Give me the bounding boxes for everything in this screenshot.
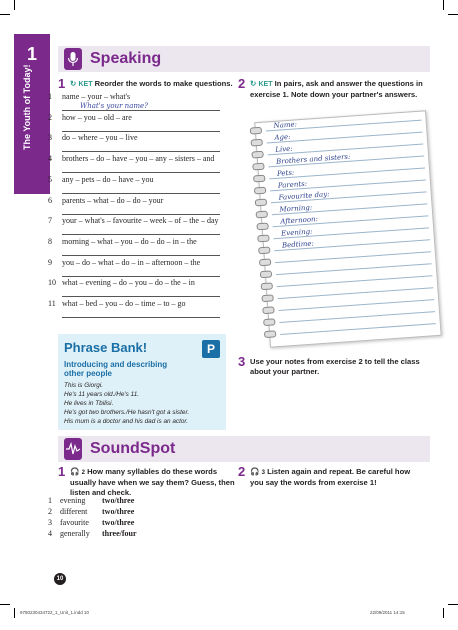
- notebook-label: Morning:: [279, 203, 313, 214]
- spiral-ring: [258, 246, 270, 254]
- phrase-bank-title: Phrase Bank!: [64, 340, 148, 355]
- syllable-word: favourite: [60, 518, 89, 527]
- notebook-label: Live:: [275, 144, 293, 154]
- refresh-icon: ↻: [250, 79, 257, 88]
- track-number: 2: [81, 470, 85, 476]
- question-item: [48, 216, 219, 225]
- syllable-item: [48, 507, 134, 516]
- spiral-ring: [262, 306, 274, 314]
- notebook-rule: [278, 299, 434, 311]
- answer-line[interactable]: [62, 255, 220, 256]
- question-number: 8: [48, 236, 52, 246]
- spiral-ring: [252, 163, 264, 171]
- spiral-ring: [256, 223, 268, 231]
- soundspot-header: [58, 436, 430, 462]
- notebook-rule: [280, 323, 436, 335]
- spiral-ring: [263, 318, 275, 326]
- phrase-line: He's got two brothers./He hasn't got a sister.: [64, 409, 190, 416]
- spiral-ring: [251, 151, 263, 159]
- notebook-rule: [275, 251, 431, 263]
- answer-line[interactable]: [62, 234, 220, 235]
- notebook-label: Favourite day:: [278, 190, 330, 202]
- syllable-number: 3: [48, 518, 52, 527]
- syllable-number: 2: [48, 507, 52, 516]
- ss-ex1-instruction: 🎧 2 How many syllables do these words usually have when we say them? Guess, then listen and check.: [70, 467, 235, 497]
- ex3-number: 3: [238, 354, 246, 369]
- syllable-options[interactable]: three/four: [102, 529, 137, 538]
- answer-line[interactable]: [62, 296, 220, 297]
- question-number: 4: [48, 154, 52, 164]
- notebook-label: Pets:: [276, 168, 295, 178]
- phrase-line: His mum is a doctor and his dad is an actor.: [64, 418, 189, 425]
- unit-title: The Youth of Today!: [22, 64, 32, 150]
- question-words: morning – what – you – do – do – in – the: [62, 236, 197, 246]
- question-words: do – where – you – live: [62, 133, 138, 143]
- ex2-number: 2: [238, 76, 246, 91]
- question-words: your – what's – favourite – week – of – the – day: [62, 216, 219, 226]
- question-item: [48, 92, 130, 101]
- headphones-icon: 🎧: [250, 467, 260, 476]
- notebook-label: Afternoon:: [280, 215, 319, 226]
- question-words: what – evening – do – you – do – the – in: [62, 278, 195, 288]
- question-number: 7: [48, 216, 52, 226]
- question-words: name – your – what's: [62, 92, 131, 101]
- ket-badge: KET: [78, 81, 93, 88]
- question-number: 3: [48, 133, 52, 143]
- phrase-line: He lives in Tbilisi.: [64, 400, 114, 407]
- notebook-label: Brothers and sisters:: [275, 152, 351, 166]
- syllable-options[interactable]: two/three: [102, 507, 135, 516]
- notebook-label: Bedtime:: [281, 239, 315, 250]
- answer-line[interactable]: [62, 317, 220, 318]
- spiral-ring: [253, 175, 265, 183]
- syllable-word: evening: [60, 496, 86, 505]
- phrase-bank-badge: P: [202, 340, 220, 358]
- answer-line[interactable]: [62, 151, 220, 152]
- notebook-rule: [276, 263, 432, 275]
- spiral-ring: [250, 127, 262, 135]
- question-words: brothers – do – have – you – any – sisters – and: [62, 154, 215, 164]
- phrase-bank-subtitle: Introducing and describing other people: [64, 360, 168, 378]
- question-number: 5: [48, 174, 52, 184]
- answer-line[interactable]: [62, 276, 220, 277]
- question-words: how – you – old – are: [62, 112, 132, 122]
- syllable-number: 4: [48, 529, 52, 538]
- question-item: [48, 133, 138, 142]
- page-number: 10: [54, 573, 66, 585]
- notebook-rule: [277, 275, 433, 287]
- question-item: [48, 113, 132, 122]
- spiral-ring: [260, 270, 272, 278]
- question-item: [48, 278, 195, 287]
- ex3-instruction: Use your notes from exercise 2 to tell the class about your partner.: [250, 357, 420, 376]
- notebook-rule: [279, 311, 435, 323]
- syllable-word: generally: [60, 529, 90, 538]
- syllable-item: [48, 529, 137, 538]
- syllable-options[interactable]: two/three: [102, 518, 135, 527]
- handwritten-answer: What's your name?: [80, 102, 148, 110]
- notebook: [254, 110, 441, 347]
- notebook-rule: [278, 287, 434, 299]
- microphone-icon: [64, 48, 82, 70]
- question-item: [48, 299, 186, 308]
- phrase-line: He's 11 years old./He's 11.: [64, 391, 140, 398]
- spiral-ring: [264, 330, 276, 338]
- question-number: 6: [48, 195, 52, 205]
- headphones-icon: 🎧: [70, 467, 80, 476]
- question-item: [48, 175, 154, 184]
- ex1-number: 1: [58, 76, 66, 91]
- notebook-label: Age:: [274, 132, 291, 142]
- answer-line[interactable]: [62, 131, 220, 132]
- ex2-instruction: ↻ KET In pairs, ask and answer the questions in exercise 1. Note down your partner's answers.: [250, 79, 423, 99]
- spiral-ring: [257, 235, 269, 243]
- ss-ex2-instruction: 🎧 3 Listen again and repeat. Be careful how you say the words from exercise 1!: [250, 467, 411, 487]
- syllable-number: 1: [48, 496, 52, 505]
- question-number: 10: [48, 278, 56, 288]
- spiral-ring: [256, 211, 268, 219]
- question-number: 11: [48, 299, 56, 308]
- speaking-header: [58, 46, 430, 72]
- spiral-ring: [251, 139, 263, 147]
- question-words: what – bed – you – do – time – to – go: [62, 299, 186, 308]
- answer-line[interactable]: [62, 110, 220, 111]
- unit-number: 1: [26, 44, 37, 64]
- spiral-ring: [254, 187, 266, 195]
- answer-line[interactable]: [62, 172, 220, 173]
- syllable-word: different: [60, 507, 88, 516]
- syllable-item: [48, 496, 134, 505]
- notebook-label: Evening:: [280, 227, 313, 238]
- spiral-ring: [261, 294, 273, 302]
- ss-ex2-number: 2: [238, 464, 246, 479]
- ss-ex1-number: 1: [58, 464, 66, 479]
- spiral-ring: [259, 258, 271, 266]
- question-number: 1: [48, 92, 52, 101]
- question-words: parents – what – do – do – your: [62, 195, 164, 205]
- phrase-bank-box: [58, 334, 226, 430]
- ex1-instruction: ↻ KET Reorder the words to make questions.: [70, 79, 233, 88]
- phrase-line: This is Giorgi.: [64, 382, 104, 389]
- question-number: 9: [48, 257, 52, 267]
- question-number: 2: [48, 112, 52, 122]
- syllable-item: [48, 518, 134, 527]
- question-item: [48, 154, 214, 163]
- slug-left: 9780230434722_1_Unit_1.indd 10: [20, 610, 90, 615]
- ket-badge: KET: [258, 81, 273, 88]
- soundspot-title: SoundSpot: [90, 440, 176, 457]
- slug-right: 22/09/2011 14:15: [370, 610, 405, 615]
- syllable-options[interactable]: two/three: [102, 496, 135, 505]
- track-number: 3: [261, 470, 265, 476]
- spiral-ring: [261, 282, 273, 290]
- notebook-label: Parents:: [277, 179, 308, 190]
- soundwave-icon: [64, 438, 82, 460]
- notebook-label: Name:: [273, 120, 298, 130]
- spiral-ring: [255, 199, 267, 207]
- question-item: [48, 196, 163, 205]
- answer-line[interactable]: [62, 193, 220, 194]
- speaking-title: Speaking: [90, 50, 162, 67]
- refresh-icon: ↻: [70, 79, 77, 88]
- question-item: [48, 258, 200, 267]
- question-words: you – do – what – do – in – afternoon – the: [62, 257, 201, 267]
- question-item: [48, 237, 197, 246]
- question-words: any – pets – do – have – you: [62, 174, 154, 184]
- answer-line[interactable]: [62, 214, 220, 215]
